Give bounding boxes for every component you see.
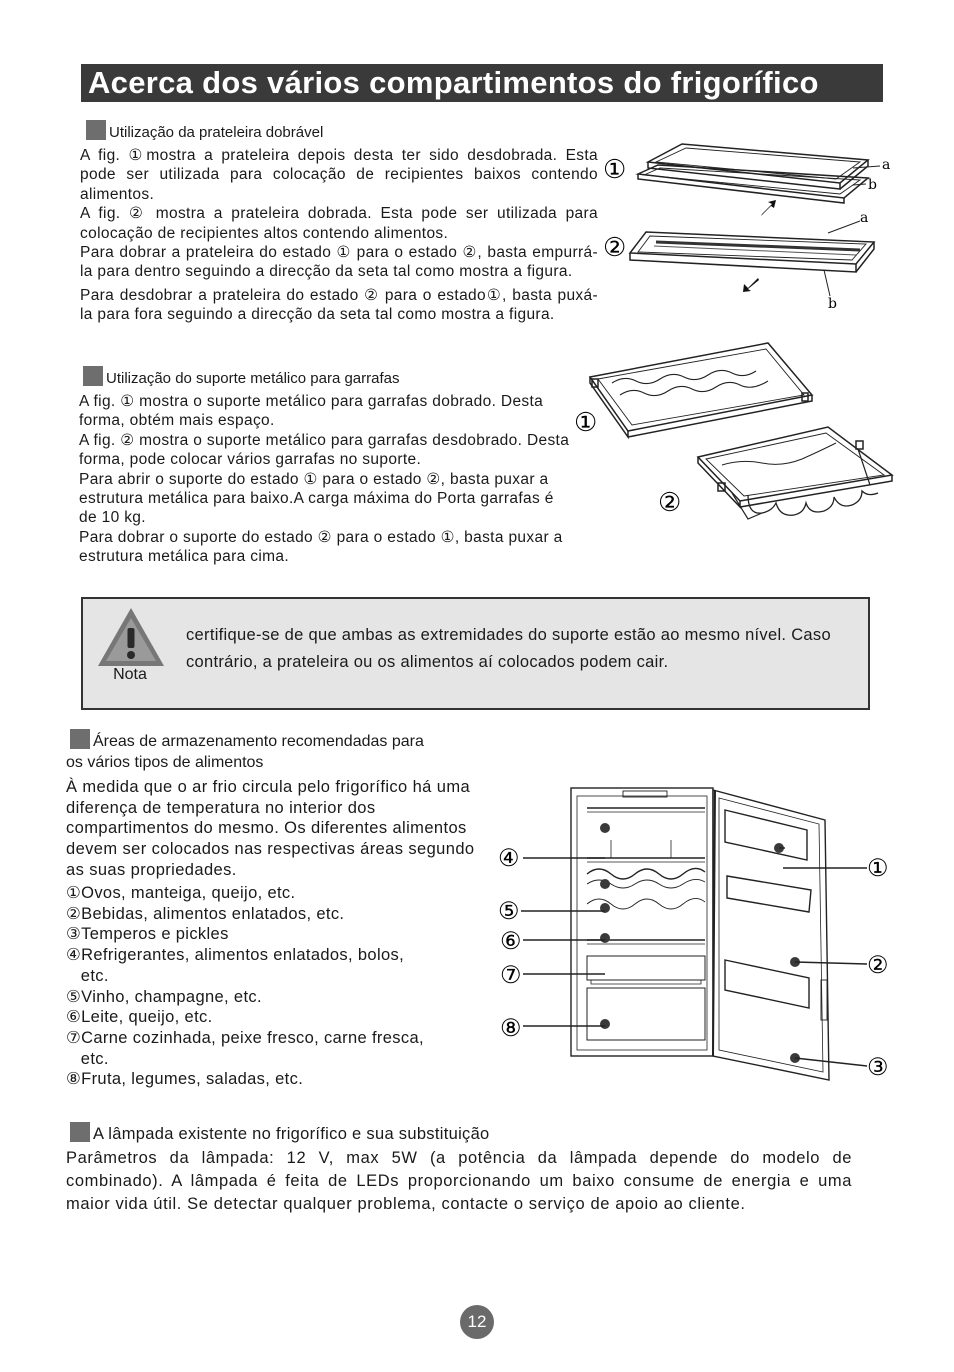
warning-triangle-icon [96,606,166,668]
shelf-unfolded-illustration [638,144,868,203]
section-heading-storage-line2: os vários tipos de alimentos [66,754,264,771]
section-heading-shelf [86,120,323,142]
shelf-fig-label-2: ② [603,233,627,263]
section-heading-storage [70,729,424,753]
arrow-up-icon [761,200,776,216]
fridge-label-2: ② [867,951,889,979]
fridge-label-1: ① [867,854,889,882]
label-a-2: a [860,210,869,226]
food-item: etc. [66,966,109,985]
shelf-text [80,146,598,325]
note-text: certifique-se de que ambas as extremidades do suporte estão ao mesmo nível. Caso contrário, a prateleira ou os alimentos aí colocados podem cair. [186,626,831,671]
food-item: ①Ovos, manteiga, queijo, etc. [66,884,296,902]
food-item: ⑤Vinho, champagne, etc. [66,987,262,1006]
arrow-down-icon [743,278,759,292]
food-item: ④Refrigerantes, alimentos enlatados, bolos, [66,946,405,965]
square-bullet-icon [70,1122,90,1142]
food-item: ②Bebidas, alimentos enlatados, etc. [66,904,345,923]
square-bullet-icon [70,729,90,749]
bottle-rack-unfolded-illustration [698,427,892,519]
fridge-label-7: ⑦ [500,961,522,989]
label-b-1: b [868,177,877,193]
heading-text: Áreas de armazenamento recomendadas para [93,733,424,750]
fridge-zone-markers [600,823,800,1063]
shelf-folded-illustration [630,232,874,272]
bottle-text [79,392,574,567]
shelf-para-1: A fig. ①mostra a prateleira depois desta ter sido desdobrada. Esta pode ser utilizada para colocação de recipientes baixos contendo alimentos. [80,147,598,203]
food-item: ⑧Fruta, legumes, saladas, etc. [66,1070,304,1089]
bottle-para-3: Para abrir o suporte do estado ① para o estado ②, basta puxar a estrutura metálica para baixo.A carga máxima do Porta garrafas é de 10 kg. [79,470,554,527]
fridge-label-8: ⑧ [500,1014,522,1042]
heading-text: Utilização da prateleira dobrável [109,124,324,141]
food-list [66,883,496,1090]
bottle-para-4: Para dobrar o suporte do estado ② para o estado ①, basta puxar a estrutura metálica para cima. [79,528,563,566]
section-heading-lamp [70,1122,490,1146]
food-item: ⑥Leite, queijo, etc. [66,1008,213,1027]
bottle-fig-label-2: ② [658,488,682,518]
label-b-2: b [828,296,837,312]
bottle-rack-folded-illustration [590,343,812,437]
square-bullet-icon [86,120,106,140]
fridge-cabinet-illustration [571,788,713,1056]
fridge-door-illustration [713,790,829,1080]
square-bullet-icon [83,366,103,386]
fridge-figure [495,780,895,1085]
fridge-leader-lines [521,848,867,1066]
shelf-para-3: Para dobrar a prateleira do estado ① para o estado ②, basta empurrá-la para dentro seguindo a direcção da seta tal como mostra a figura. [80,244,598,281]
shelf-para-2: A fig. ② mostra a prateleira dobrada. Esta pode ser utilizada para colocação de recipientes altos contendo alimentos. [80,205,598,242]
section-heading-bottle [83,366,399,388]
fridge-label-3: ③ [867,1053,889,1081]
shelf-para-4: Para desdobrar a prateleira do estado ② para o estado①, basta puxá-la para fora seguindo a direcção da seta tal como mostra a figura. [80,286,598,324]
fridge-label-5: ⑤ [498,897,520,925]
fridge-label-6: ⑥ [500,927,522,955]
page-title: Acerca dos vários compartimentos do frigorífico [81,64,883,102]
folding-shelf-figure [598,138,898,313]
page-number: 12 [460,1305,494,1339]
note-label: Nota [113,666,147,683]
bottle-fig-label-1: ① [574,408,598,438]
bottle-para-1: A fig. ① mostra o suporte metálico para garrafas dobrado. Desta forma, obtém mais espaço. [79,393,544,430]
heading-text: Utilização do suporte metálico para garrafas [106,370,400,387]
label-a-1: a [882,157,891,173]
shelf-fig-label-1: ① [603,155,627,185]
food-item: ③Temperos e pickles [66,925,229,944]
bottle-para-2: A fig. ② mostra o suporte metálico para garrafas desdobrado. Desta forma, pode colocar vários garrafas no suporte. [79,431,570,469]
storage-intro: À medida que o ar frio circula pelo frigorífico há uma diferença de temperatura no interior dos compartimentos do mesmo. Os diferentes alimentos devem ser colocados nas respectivas áreas segundo as suas propriedades. [66,778,475,879]
bottle-rack-figure [572,335,902,535]
fridge-label-4: ④ [498,844,520,872]
lamp-text: Parâmetros da lâmpada: 12 V, max 5W (a potência da lâmpada depende do modelo de combinado). A lâmpada é feita de LEDs proporcionando um baixo consume de energia e uma maior vida útil. Se detectar qualquer problema, contacte o serviço de apoio ao cliente. [66,1149,852,1213]
food-item: ⑦Carne cozinhada, peixe fresco, carne fresca, [66,1028,424,1047]
heading-text: A lâmpada existente no frigorífico e sua substituição [93,1125,490,1143]
food-item: etc. [66,1049,109,1068]
